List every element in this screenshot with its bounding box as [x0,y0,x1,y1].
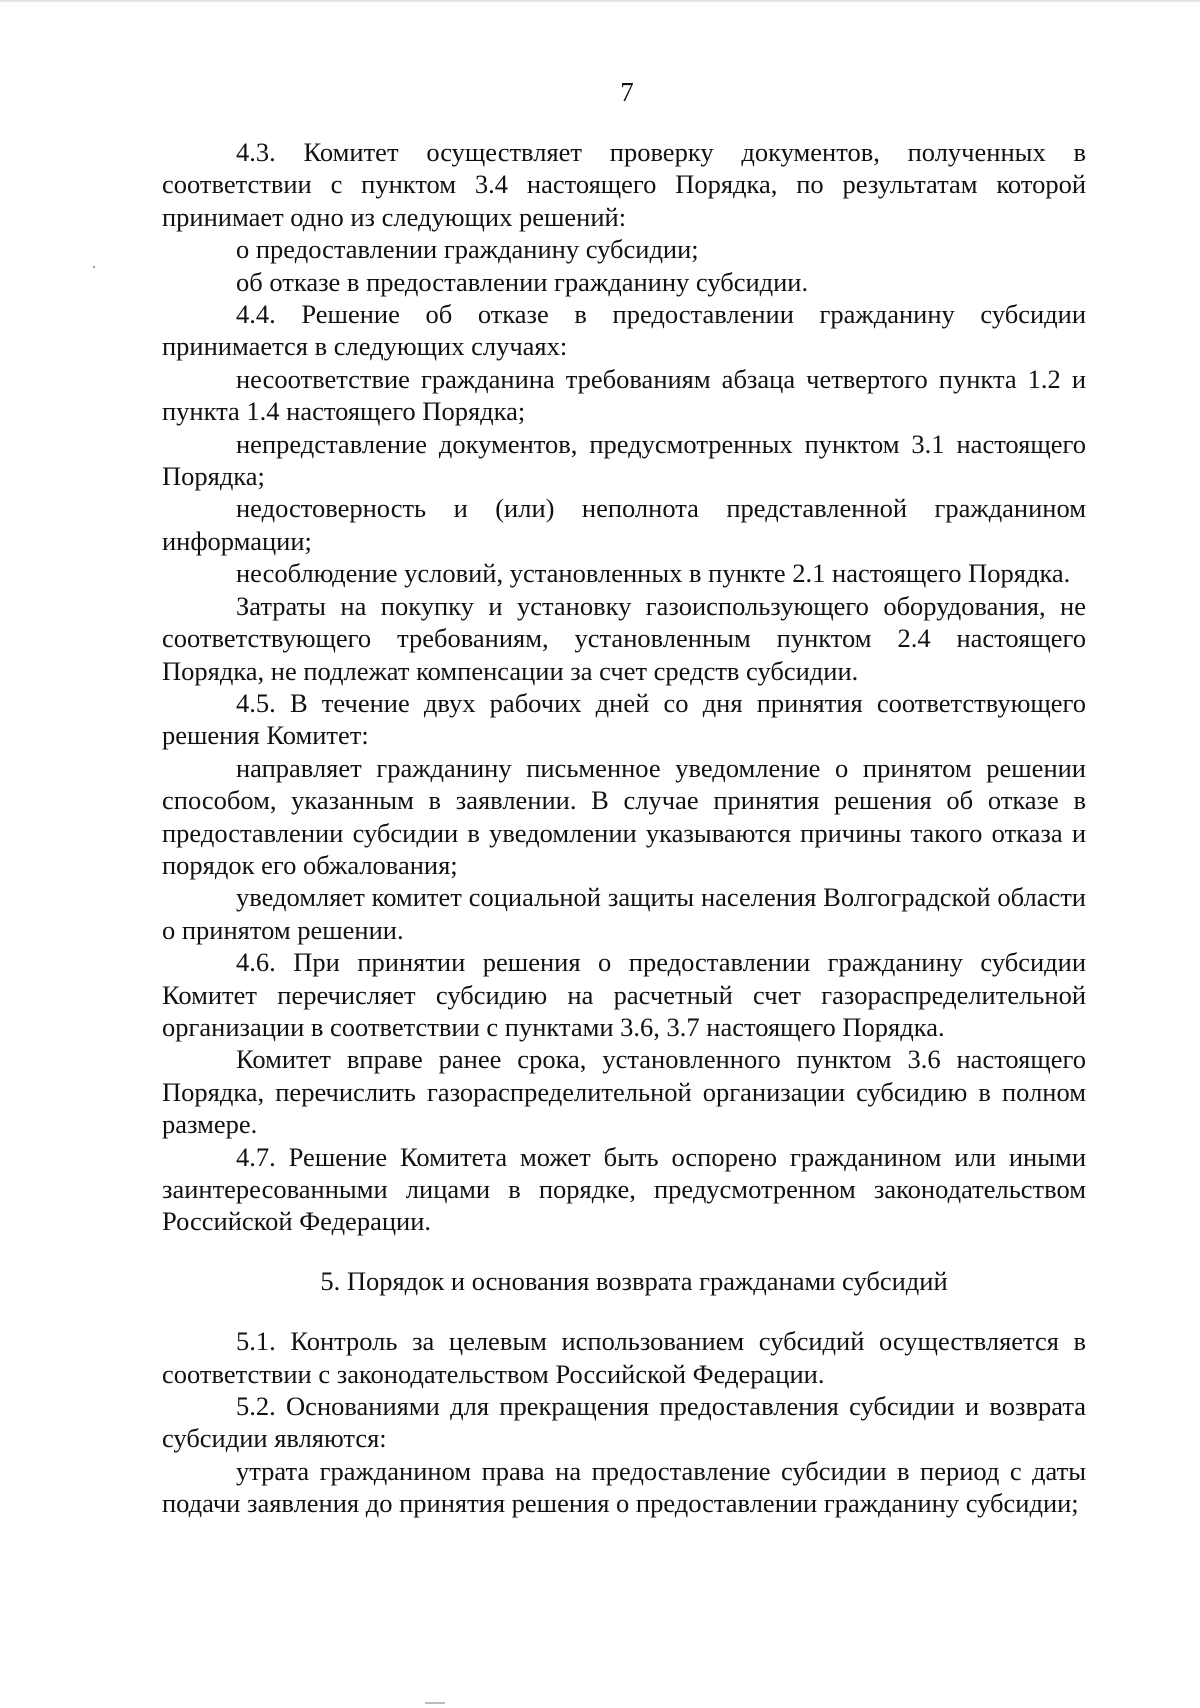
refusal-reason-4: несоблюдение условий, установленных в пункте 2.1 настоящего Порядка. [236,558,1071,589]
paragraph-4-3: 4.3. Комитет осуществляет проверку документов, полученных в соответствии с пунктом 3.4 настоящего Порядка, по результатам которой принимает одно из следующих решений: [162,137,1086,232]
refusal-reason-3: недостоверность и (или) неполнота представленной гражданином информации; [162,493,1086,556]
decision-option-refuse: об отказе в предоставлении гражданину субсидии. [236,266,809,297]
paragraph-4-5: 4.5. В течение двух рабочих дней со дня принятия соответствующего решения Комитет: [162,687,1086,751]
return-reason-1: утрата гражданином права на предоставление субсидии в период с даты подачи заявления до принятия решения о предоставлении гражданину субсидии; [162,1455,1086,1519]
notification-item-2: уведомляет комитет социальной защиты населения Волгоградской области о принятом решении. [162,882,1086,945]
paragraph-5-1: 5.1. Контроль за целевым использованием субсидий осуществляется в соответствии с законодательством Российской Федерации. [162,1326,1086,1389]
paragraph-4-4: 4.4. Решение об отказе в предоставлении гражданину субсидии принимается в следующих случаях: [162,299,1086,362]
paragraph-5-2: 5.2. Основаниями для прекращения предоставления субсидии и возврата субсидии являются: [162,1391,1086,1454]
decision-option-grant: о предоставлении гражданину субсидии; [236,234,699,265]
paragraph-4-7: 4.7. Решение Комитета может быть оспорено гражданином или иными заинтересованными лицами в порядке, предусмотренном законодательством Российской Федерации. [162,1141,1086,1237]
scan-top-edge [0,0,1200,3]
early-transfer-note: Комитет вправе ранее срока, установленного пунктом 3.6 настоящего Порядка, перечислить газораспределительной организации субсидию в полном размере. [162,1044,1086,1140]
refusal-reason-2: непредставление документов, предусмотренных пунктом 3.1 настоящего Порядка; [162,428,1086,492]
document-body [162,136,1086,1520]
refusal-reason-1: несоответствие гражданина требованиям абзаца четвертого пункта 1.2 и пункта 1.4 настоящего Порядка; [162,363,1086,427]
section-5-heading: 5. Порядок и основания возврата гражданами субсидий [320,1265,948,1296]
scan-bottom-mark [425,1702,445,1704]
page-number: 7 [620,77,634,107]
paragraph-4-6: 4.6. При принятии решения о предоставлении гражданину субсидии Комитет перечисляет субсидию на расчетный счет газораспределительной организации в соответствии с пунктами 3.6, 3.7 настоящего Порядка. [162,947,1086,1042]
scan-speck [93,266,95,268]
notification-item-1: направляет гражданину письменное уведомление о принятом решении способом, указанным в заявлении. В случае принятия решения об отказе в предоставлении субсидии в уведомлении указываются причины такого отказа и порядок его обжалования; [162,752,1086,880]
costs-note: Затраты на покупку и установку газоиспользующего оборудования, не соответствующего требованиям, установленным пунктом 2.4 настоящего Порядка, не подлежат компенсации за счет средств субсидии. [162,590,1086,686]
